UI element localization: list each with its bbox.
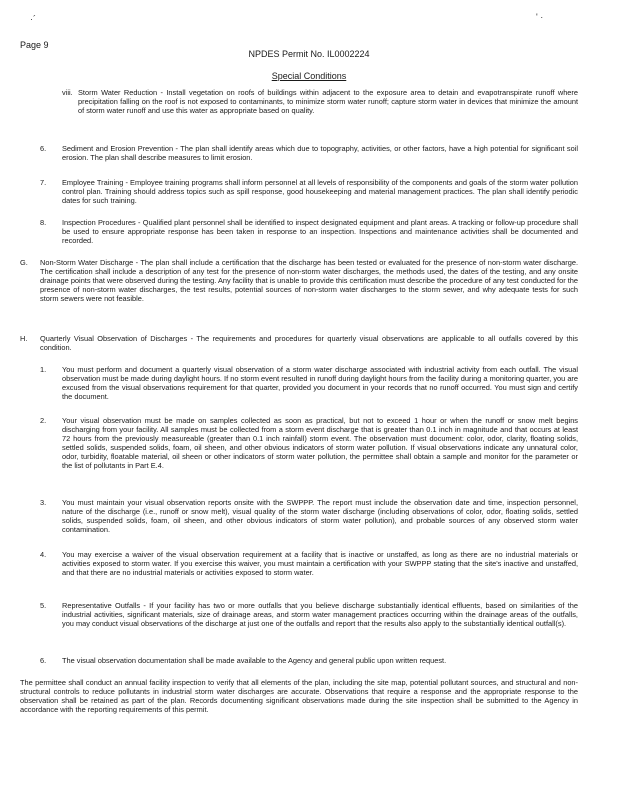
item-marker: 2. xyxy=(40,416,47,425)
paragraph-documentation-availability: The visual observation documentation shall be made available to the Agency and general public upon written request. xyxy=(62,656,447,665)
paragraph-employee-training: Employee Training - Employee training programs shall inform personnel at all levels of responsibility of the components and goals of the storm water pollution control plan. Training should address topics such as spill response, good housekeeping and material management practices. The plan shall identify periodic dates for such training. xyxy=(62,178,578,205)
item-marker: 7. xyxy=(40,178,47,187)
paragraph-sample-collection: Your visual observation must be made on samples collected as soon as practical, but not to exceed 1 hour or when the runoff or snow melt begins discharging from your facility. All samples must be collected from a storm event discharge that is greater than 0.1 inch in magnitude and that occurs at least 72 hours from the previously measureable (greater than 0.1 inch rainfall) storm event. The observation must document: color, odor, clarity, floating solids, settled solids, suspended solids, foam, oil sheen, and other obvious indicators of storm water pollution. If visual observations indicate any unnatural color, odor, turbidity, floatable material, oil sheen or other indicators of storm water pollution, the permittee shall obtain a sample and monitor for the parameter or the list of pollutants in Part E.4. xyxy=(62,416,578,470)
section-marker: G. xyxy=(20,258,28,267)
paragraph-sediment-erosion: Sediment and Erosion Prevention - The plan shall identify areas which due to topography, activities, or other factors, have a high potential for significant soil erosion. The plan shall describe measures to limit erosion. xyxy=(62,144,578,162)
section-title: Special Conditions xyxy=(271,71,347,81)
page-number-label: Page 9 xyxy=(20,40,49,50)
paragraph-perform-document-observation: You must perform and document a quarterly visual observation of a storm water discharge associated with industrial activity from each outfall. The visual observation must be made during daylight hours. If no storm event resulted in runoff during daylight hours from the facility during a monitoring quarter, you are excused from the visual observations requirement for that quarter, provided you document in your records that no runoff occurred. You must sign and certify the document. xyxy=(62,365,578,401)
scan-mark-left: ·´ xyxy=(30,14,36,24)
item-marker: 1. xyxy=(40,365,47,374)
paragraph-waiver: You may exercise a waiver of the visual observation requirement at a facility that is inactive or unstaffed, as long as there are no industrial materials or activities exposed to storm water. If you exercise this waiver, you must maintain a certification with your SWPPP stating that the site's inactive and unstaffed, and that there are no industrial materials or activities exposed to storm water. xyxy=(62,550,578,577)
section-marker: H. xyxy=(20,334,28,343)
item-marker: viii. xyxy=(62,88,73,97)
paragraph-non-storm-water-discharge: Non-Storm Water Discharge - The plan shall include a certification that the discharge has been tested or evaluated for the presence of non-storm water discharge. The certification shall include a description of any test for the presence of non-storm water discharges, the methods used, the dates of the testing, and any onsite drainage points that were observed during the testing. Any facility that is unable to provide this certification must describe the procedure of any test conducted for the presence of non-storm water discharges, the test results, potential sources of non-storm water discharges to the storm sewer, and why adequate tests for such storm sewers were not feasible. xyxy=(40,258,578,303)
item-marker: 6. xyxy=(40,144,47,153)
scan-mark-right: ' · xyxy=(536,12,544,22)
paragraph-quarterly-visual-observation: Quarterly Visual Observation of Discharges - The requirements and procedures for quarterly visual observations are applicable to all outfalls covered by this condition. xyxy=(40,334,578,352)
paragraph-maintain-reports: You must maintain your visual observation reports onsite with the SWPPP. The report must include the observation date and time, inspection personnel, nature of the discharge (i.e., runoff or snow melt), visual quality of the storm water discharge (including observations of color, odor, floating solids, settled solids, suspended solids, foam, oil sheen, and other obvious indicators of storm water pollution), and probable sources of any observed storm water contamination. xyxy=(62,498,578,534)
permit-number-heading: NPDES Permit No. IL0002224 xyxy=(248,49,370,59)
paragraph-annual-inspection: The permittee shall conduct an annual facility inspection to verify that all elements of the plan, including the site map, potential pollutant sources, and structural and non-structural controls to reduce pollutants in industrial storm water discharges are accurate. Observations that require a response and the appropriate response to the observation shall be retained as part of the plan. Records documenting significant observations made during the site inspection shall be submitted to the Agency in accordance with the reporting requirements of this permit. xyxy=(20,678,578,714)
paragraph-inspection-procedures: Inspection Procedures - Qualified plant personnel shall be identified to inspect designated equipment and plant areas. A tracking or follow-up procedure shall be used to ensure appropriate response has been taken in response to an inspection. Inspections and maintenance activities shall be documented and recorded. xyxy=(62,218,578,245)
paragraph-representative-outfalls: Representative Outfalls - If your facility has two or more outfalls that you believe discharge substantially identical effluents, based on similarities of the industrial activities, significant materials, size of drainage areas, and storm water management practices occurring within the drainage areas of the outfalls, you may conduct visual observations of the discharge at just one of the outfalls and report that the results also apply to the substantially identical outfall(s). xyxy=(62,601,578,628)
item-marker: 6. xyxy=(40,656,47,665)
item-marker: 3. xyxy=(40,498,47,507)
paragraph-storm-water-reduction: Storm Water Reduction - Install vegetation on roofs of buildings within adjacent to the exposure area to detain and evapotranspirate runoff where precipitation falling on the roof is not exposed to contaminants, to minimize storm water runoff; capture storm water in devices that minimize the amount of storm water runoff and use this water as appropriate based on quality. xyxy=(78,88,578,115)
item-marker: 8. xyxy=(40,218,47,227)
item-marker: 4. xyxy=(40,550,47,559)
item-marker: 5. xyxy=(40,601,47,610)
